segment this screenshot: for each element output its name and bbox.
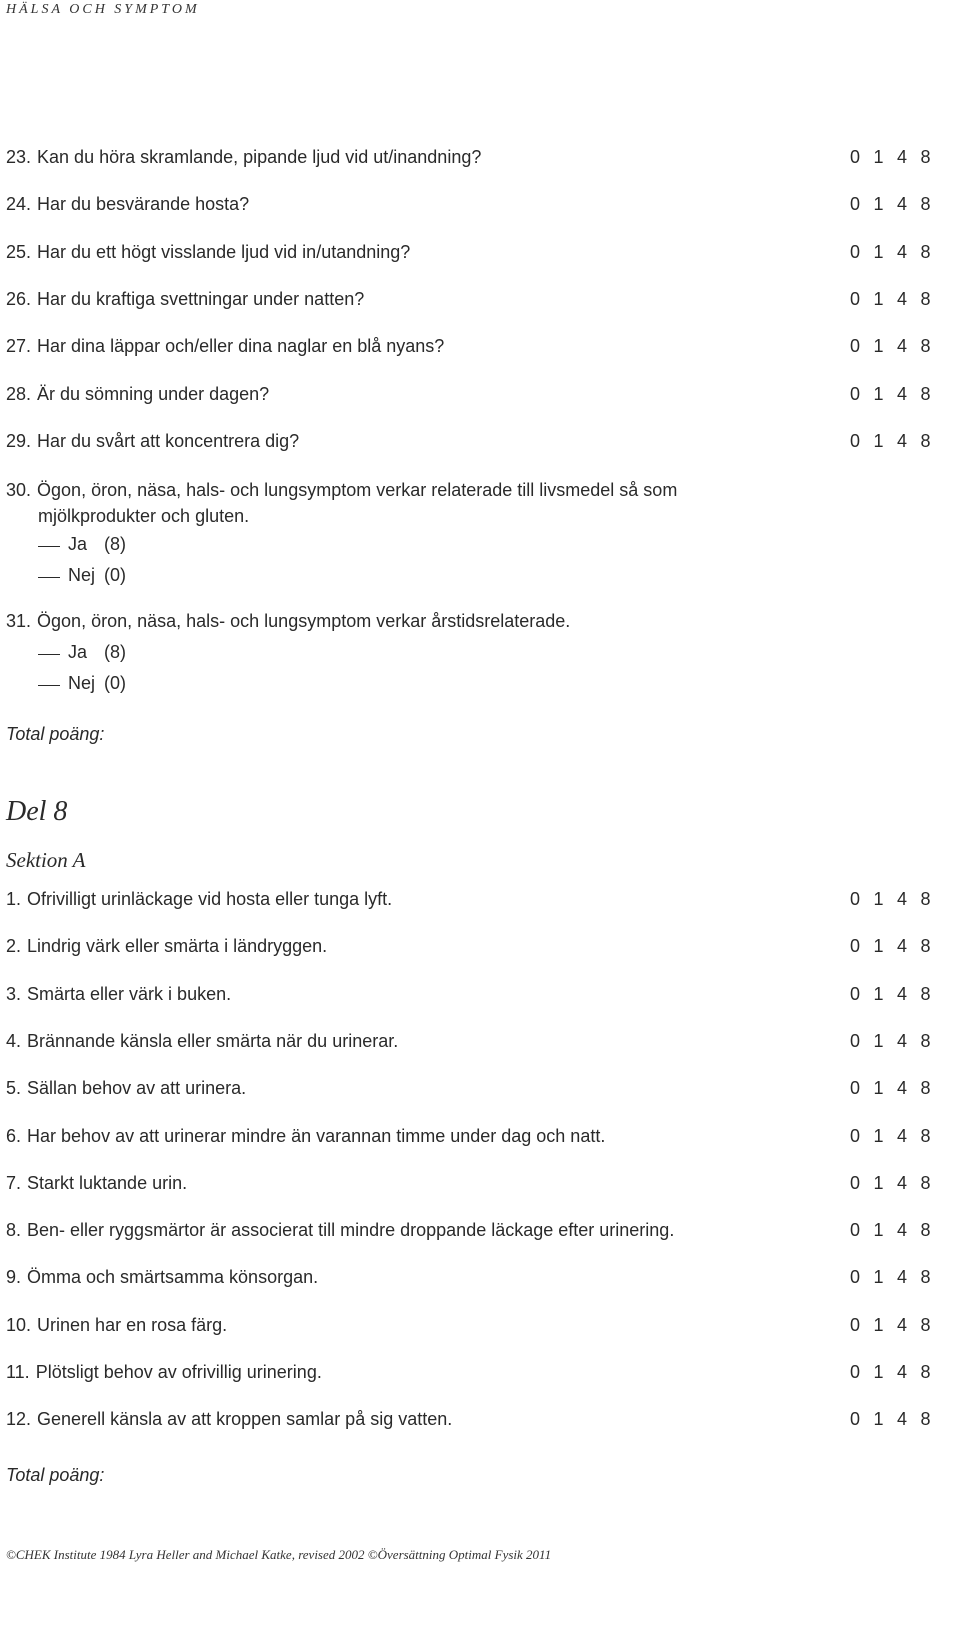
score-option-4[interactable]: 4	[897, 1267, 908, 1288]
part1-question-row	[6, 428, 299, 454]
option-value: (0)	[104, 565, 126, 585]
answer-blank[interactable]	[38, 546, 60, 547]
option-value: (0)	[104, 673, 126, 693]
score-option-8[interactable]: 8	[920, 936, 931, 957]
part2-question-row	[6, 1217, 674, 1243]
score-options	[850, 1312, 944, 1338]
question-text: Brännande känsla eller smärta när du urinerar.	[27, 1030, 399, 1051]
part2-question-row	[6, 1028, 398, 1054]
score-options	[850, 239, 944, 265]
score-options	[850, 886, 944, 912]
score-option-8[interactable]: 8	[920, 889, 931, 909]
score-options	[850, 191, 944, 217]
score-option-1[interactable]: 1	[873, 936, 884, 957]
score-option-4[interactable]: 4	[897, 1362, 908, 1382]
score-option-1[interactable]: 1	[873, 1125, 884, 1146]
score-option-8[interactable]: 8	[920, 288, 931, 309]
score-option-4[interactable]: 4	[897, 936, 908, 957]
option-value: (8)	[104, 642, 126, 662]
question-text: Har du ett högt visslande ljud vid in/utandning?	[37, 241, 411, 262]
part1-question-row	[6, 286, 364, 312]
part1-question-row	[6, 239, 410, 265]
part2-question-row	[6, 1264, 318, 1290]
question-30	[6, 477, 746, 529]
score-options	[850, 1028, 944, 1054]
score-option-1[interactable]: 1	[873, 241, 884, 262]
answer-blank[interactable]	[38, 685, 60, 686]
score-option-0[interactable]: 0	[850, 1362, 861, 1382]
score-options	[850, 286, 944, 312]
score-option-1[interactable]: 1	[873, 336, 884, 357]
score-option-4[interactable]: 4	[897, 336, 908, 357]
question-number: 26.	[6, 288, 32, 309]
part-title: Del 8	[6, 796, 68, 827]
score-option-8[interactable]: 8	[920, 983, 931, 1004]
q31-yes-option[interactable]	[38, 639, 126, 665]
score-option-8[interactable]: 8	[920, 1314, 931, 1335]
score-option-1[interactable]: 1	[873, 1362, 884, 1382]
score-option-0[interactable]: 0	[850, 430, 861, 451]
option-label: Ja	[68, 642, 88, 662]
part2-question-row	[6, 933, 327, 959]
part2-question-row	[6, 1406, 452, 1432]
option-value: (8)	[104, 534, 126, 554]
question-number: 30.	[6, 480, 32, 500]
q30-no-option[interactable]	[38, 562, 126, 588]
score-option-1[interactable]: 1	[873, 1409, 884, 1430]
score-option-8[interactable]: 8	[920, 336, 931, 357]
question-number: 5.	[6, 1078, 22, 1099]
question-number: 10.	[6, 1314, 32, 1335]
part1-question-row	[6, 144, 481, 170]
score-option-0[interactable]: 0	[850, 194, 861, 215]
q30-yes-option[interactable]	[38, 531, 126, 557]
copyright-footer: ©CHEK Institute 1984 Lyra Heller and Michael Katke, revised 2002 ©Översättning Optimal Fysik 2011	[6, 1547, 552, 1562]
score-option-4[interactable]: 4	[897, 383, 908, 404]
score-option-4[interactable]: 4	[897, 194, 908, 215]
question-text: Kan du höra skramlande, pipande ljud vid ut/inandning?	[37, 147, 482, 167]
score-option-4[interactable]: 4	[897, 147, 908, 167]
part2-question-row	[6, 1123, 605, 1149]
score-option-8[interactable]: 8	[920, 1078, 931, 1099]
question-number: 11.	[6, 1362, 30, 1382]
score-option-4[interactable]: 4	[897, 288, 908, 309]
question-number: 8.	[6, 1220, 22, 1241]
score-options	[850, 381, 944, 407]
score-options	[850, 1264, 944, 1290]
question-text: Smärta eller värk i buken.	[27, 983, 232, 1004]
question-text: Ögon, öron, näsa, hals- och lungsymptom verkar årstidsrelaterade.	[37, 611, 571, 631]
score-options	[850, 1406, 944, 1432]
option-label: Ja	[68, 534, 88, 554]
score-options	[850, 1123, 944, 1149]
question-number: 9.	[6, 1267, 22, 1288]
score-option-0[interactable]: 0	[850, 936, 861, 957]
question-number: 24.	[6, 194, 32, 215]
question-31	[6, 608, 570, 634]
part2-question-row	[6, 981, 231, 1007]
question-text: Ofrivilligt urinläckage vid hosta eller tunga lyft.	[27, 889, 393, 909]
score-option-0[interactable]: 0	[850, 1220, 861, 1241]
total-score-label-1: Total poäng:	[6, 724, 105, 744]
score-option-1[interactable]: 1	[873, 1267, 884, 1288]
part2-question-row	[6, 1170, 187, 1196]
part2-question-row	[6, 886, 392, 912]
score-options	[850, 1170, 944, 1196]
score-option-0[interactable]: 0	[850, 983, 861, 1004]
score-option-4[interactable]: 4	[897, 983, 908, 1004]
score-option-8[interactable]: 8	[920, 1409, 931, 1430]
score-option-0[interactable]: 0	[850, 147, 861, 167]
score-option-4[interactable]: 4	[897, 889, 908, 909]
option-label: Nej	[68, 565, 96, 585]
score-option-1[interactable]: 1	[873, 1078, 884, 1099]
score-option-8[interactable]: 8	[920, 1125, 931, 1146]
question-number: 4.	[6, 1030, 22, 1051]
q31-no-option[interactable]	[38, 670, 126, 696]
question-text: Generell känsla av att kroppen samlar på sig vatten.	[37, 1409, 453, 1430]
score-option-1[interactable]: 1	[873, 1030, 884, 1051]
score-option-8[interactable]: 8	[920, 241, 931, 262]
score-option-1[interactable]: 1	[873, 288, 884, 309]
question-number: 6.	[6, 1125, 22, 1146]
question-number: 7.	[6, 1172, 22, 1193]
question-number: 29.	[6, 430, 32, 451]
question-text: Urinen har en rosa färg.	[37, 1314, 228, 1335]
score-option-0[interactable]: 0	[850, 241, 861, 262]
section-title: Sektion A	[6, 848, 86, 872]
score-option-8[interactable]: 8	[920, 1220, 931, 1241]
question-text: Plötsligt behov av ofrivillig urinering.	[35, 1362, 322, 1382]
question-number: 1.	[6, 889, 22, 909]
score-option-1[interactable]: 1	[873, 1220, 884, 1241]
answer-blank[interactable]	[38, 577, 60, 578]
score-options	[850, 428, 944, 454]
score-options	[850, 144, 944, 170]
answer-blank[interactable]	[38, 654, 60, 655]
question-number: 25.	[6, 241, 32, 262]
score-option-4[interactable]: 4	[897, 1030, 908, 1051]
score-option-1[interactable]: 1	[873, 147, 884, 167]
score-option-0[interactable]: 0	[850, 1125, 861, 1146]
option-label: Nej	[68, 673, 96, 693]
question-text-line-2: mjölkprodukter och gluten.	[38, 506, 250, 526]
score-option-1[interactable]: 1	[873, 1172, 884, 1193]
score-option-1[interactable]: 1	[873, 983, 884, 1004]
question-number: 12.	[6, 1409, 32, 1430]
question-text: Har behov av att urinerar mindre än varannan timme under dag och natt.	[27, 1125, 606, 1146]
score-option-1[interactable]: 1	[873, 1314, 884, 1335]
score-options	[850, 1359, 944, 1385]
part2-question-row	[6, 1312, 227, 1338]
score-option-0[interactable]: 0	[850, 336, 861, 357]
part1-question-row	[6, 381, 269, 407]
score-option-8[interactable]: 8	[920, 430, 931, 451]
score-option-0[interactable]: 0	[850, 889, 861, 909]
score-option-8[interactable]: 8	[920, 1362, 931, 1382]
page-header: HÄLSA OCH SYMPTOM	[6, 2, 200, 17]
score-option-8[interactable]: 8	[920, 1267, 931, 1288]
score-options	[850, 933, 944, 959]
part1-question-row	[6, 191, 249, 217]
question-text: Har du kraftiga svettningar under natten?	[37, 288, 365, 309]
score-options	[850, 1217, 944, 1243]
question-text: Lindrig värk eller smärta i ländryggen.	[27, 936, 328, 957]
question-text: Starkt luktande urin.	[27, 1172, 188, 1193]
question-text: Har du svårt att koncentrera dig?	[37, 430, 300, 451]
score-option-0[interactable]: 0	[850, 383, 861, 404]
score-option-4[interactable]: 4	[897, 1125, 908, 1146]
score-option-4[interactable]: 4	[897, 1220, 908, 1241]
score-option-8[interactable]: 8	[920, 194, 931, 215]
part2-question-row	[6, 1075, 246, 1101]
question-number: 31.	[6, 611, 32, 631]
score-option-4[interactable]: 4	[897, 1172, 908, 1193]
score-option-0[interactable]: 0	[850, 1030, 861, 1051]
score-option-1[interactable]: 1	[873, 383, 884, 404]
part1-question-row	[6, 333, 444, 359]
score-option-1[interactable]: 1	[873, 430, 884, 451]
score-option-8[interactable]: 8	[920, 1030, 931, 1051]
question-number: 2.	[6, 936, 22, 957]
question-number: 3.	[6, 983, 22, 1004]
question-number: 28.	[6, 383, 32, 404]
score-option-4[interactable]: 4	[897, 1314, 908, 1335]
score-option-8[interactable]: 8	[920, 383, 931, 404]
part2-question-row	[6, 1359, 322, 1385]
score-options	[850, 1075, 944, 1101]
question-text: Har dina läppar och/eller dina naglar en blå nyans?	[37, 336, 445, 357]
question-text-line-1: Ögon, öron, näsa, hals- och lungsymptom verkar relaterade till livsmedel så som	[37, 480, 678, 500]
score-option-0[interactable]: 0	[850, 1078, 861, 1099]
score-option-4[interactable]: 4	[897, 430, 908, 451]
score-options	[850, 333, 944, 359]
score-option-0[interactable]: 0	[850, 288, 861, 309]
question-number: 27.	[6, 336, 32, 357]
question-text: Har du besvärande hosta?	[37, 194, 250, 215]
question-number: 23.	[6, 147, 32, 167]
score-option-0[interactable]: 0	[850, 1409, 861, 1430]
score-option-4[interactable]: 4	[897, 1078, 908, 1099]
total-score-label-2: Total poäng:	[6, 1465, 105, 1485]
score-option-8[interactable]: 8	[920, 147, 931, 167]
question-text: Ömma och smärtsamma könsorgan.	[27, 1267, 319, 1288]
question-text: Sällan behov av att urinera.	[27, 1078, 247, 1099]
question-text: Är du sömning under dagen?	[37, 383, 270, 404]
score-option-0[interactable]: 0	[850, 1172, 861, 1193]
score-option-8[interactable]: 8	[920, 1172, 931, 1193]
score-option-0[interactable]: 0	[850, 1267, 861, 1288]
score-option-1[interactable]: 1	[873, 194, 884, 215]
question-text: Ben- eller ryggsmärtor är associerat till mindre droppande läckage efter urinering.	[27, 1220, 675, 1241]
score-option-0[interactable]: 0	[850, 1314, 861, 1335]
score-option-4[interactable]: 4	[897, 241, 908, 262]
score-options	[850, 981, 944, 1007]
score-option-1[interactable]: 1	[873, 889, 884, 909]
score-option-4[interactable]: 4	[897, 1409, 908, 1430]
